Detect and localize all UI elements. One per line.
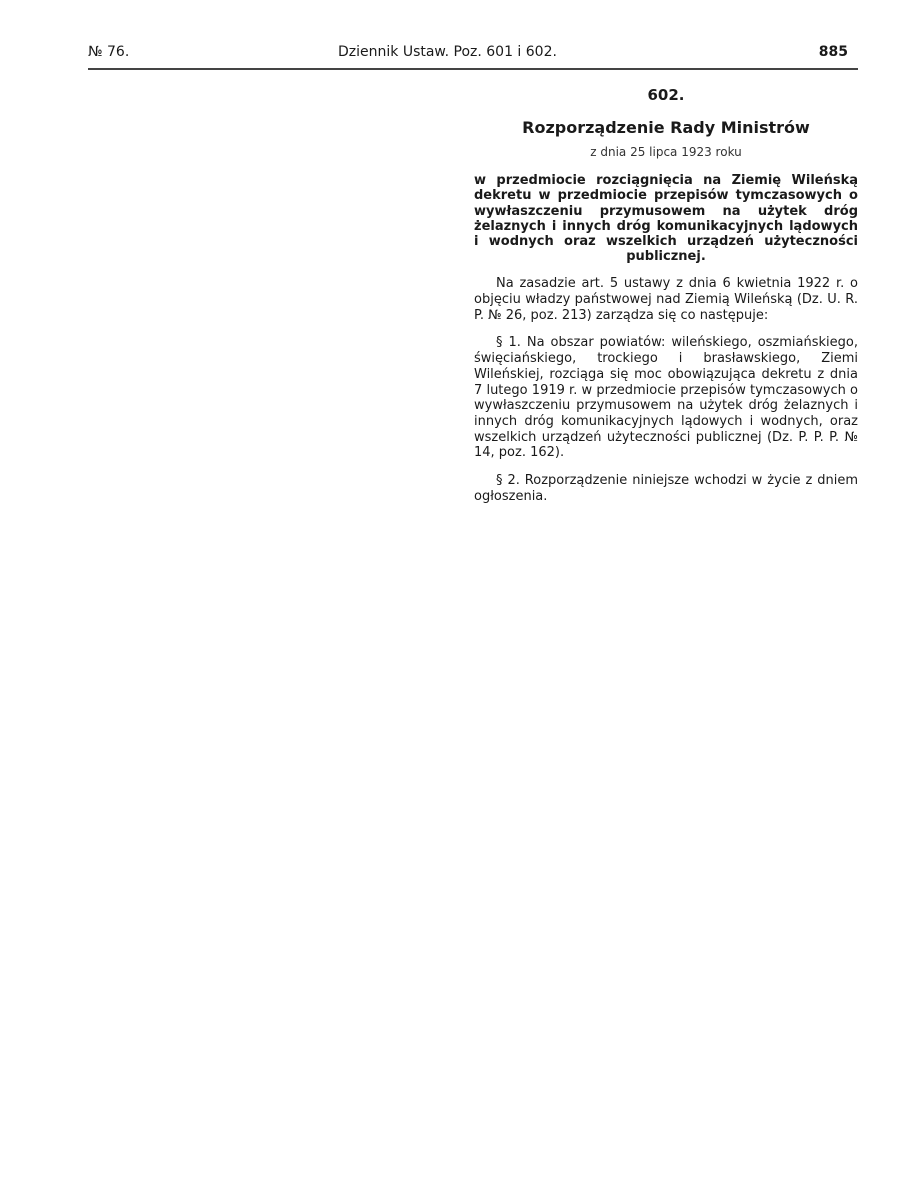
journal-title: Dziennik Ustaw. Poz. 601 i 602. <box>338 44 557 60</box>
document-subject: w przedmiocie rozciągnięcia na Ziemię Wileńską dekretu w przedmiocie przepisów tymczasowych o wywłaszczeniu przymusowem na użytek dróg żelaznych i innych dróg komunikacyjnych lądowych i wodnych oraz wszelkich urządzeń użyteczności publicznej. <box>474 173 858 265</box>
document-title: Rozporządzenie Rady Ministrów <box>522 117 810 137</box>
section-2-text: Rozporządzenie niniejsze wchodzi w życie z dniem ogłoszenia. <box>474 473 858 504</box>
preamble-paragraph: Na zasadzie art. 5 ustawy z dnia 6 kwietnia 1922 r. o objęciu władzy państwowej nad Ziemią Wileńską (Dz. U. R. P. № 26, poz. 213) zarządza się co następuje: <box>474 276 858 323</box>
section-1 <box>474 335 858 461</box>
section-1-text: Na obszar powiatów: wileńskiego, oszmiańskiego, święciańskiego, trockiego i brasławskiego, Ziemi Wileńskiej, rozciąga się moc obowiązująca dekretu z dnia 7 lutego 1919 r. w przedmiocie przepisów tymczasowych o wywłaszczeniu przymusowem na użytek dróg żelaznych i innych dróg komunikacyjnych lądowych i wodnych, oraz wszelkich urządzeń użyteczności publicznej (Dz. P. P. P. № 14, poz. 162). <box>474 335 858 461</box>
document-column <box>474 88 858 516</box>
section-2 <box>474 473 858 504</box>
page-header <box>88 44 858 66</box>
section-1-mark: § 1. <box>496 335 521 351</box>
header-rule <box>88 68 858 70</box>
document-number: 602. <box>647 86 685 104</box>
document-date: z dnia 25 lipca 1923 roku <box>590 145 742 160</box>
section-2-mark: § 2. <box>496 473 520 489</box>
issue-number: № 76. <box>88 44 130 60</box>
page-number: 885 <box>818 44 848 60</box>
